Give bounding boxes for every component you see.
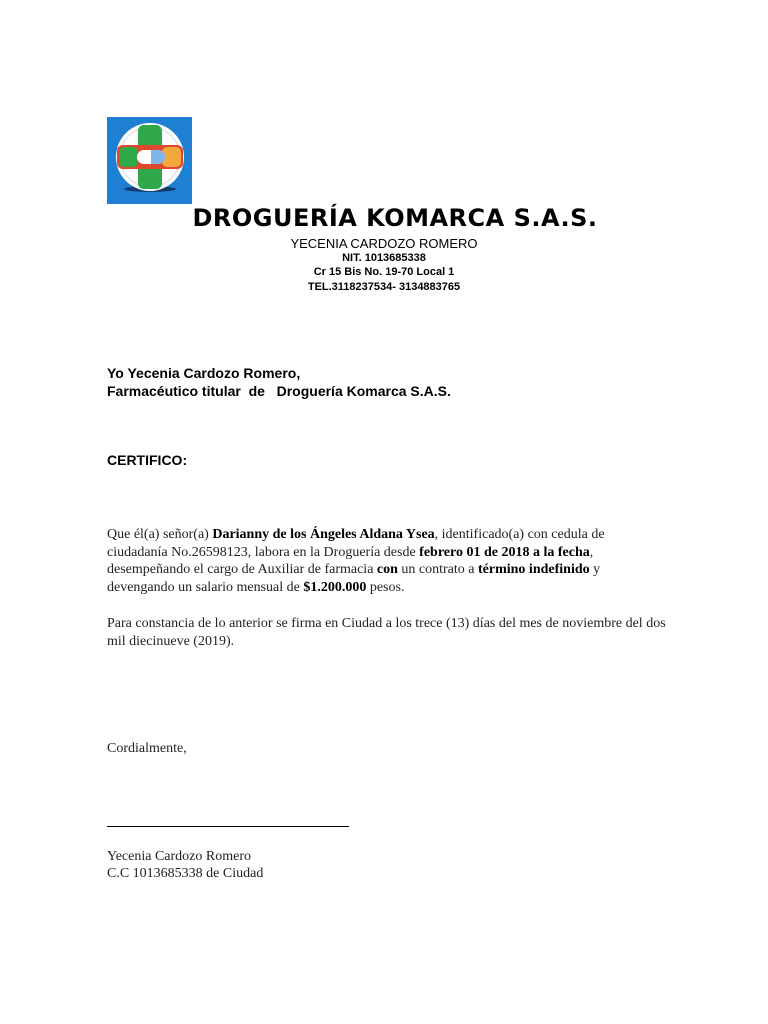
signer-id: C.C 1013685338 de Ciudad (107, 866, 264, 881)
signature-line (107, 826, 349, 827)
certifico-heading: CERTIFICO: (107, 452, 188, 468)
address: Cr 15 Bis No. 19-70 Local 1 (313, 266, 455, 278)
p1-text-4: un contrato a (397, 562, 478, 577)
p1-text-6: pesos. (366, 579, 405, 595)
intro-line-2: Farmacéutico titular de Droguería Komarca S.A.S. (107, 383, 451, 399)
owner-name: YECENIA CARDOZO ROMERO (290, 236, 478, 251)
nit-number: NIT. 1013685338 (342, 252, 426, 264)
salary-amount: $1.200.000 (303, 579, 367, 595)
constancy-paragraph: Para constancia de lo anterior se firma en Ciudad a los trece (13) días del mes de noviembre del dos mil diecinueve (2019). (107, 616, 666, 649)
closing-salutation: Cordialmente, (107, 741, 187, 756)
company-name: DROGUERÍA KOMARCA S.A.S. (192, 204, 598, 232)
con-word: con (376, 562, 398, 577)
signer-name: Yecenia Cardozo Romero (107, 849, 251, 864)
phone-numbers: TEL.3118237534- 3134883765 (307, 281, 461, 293)
p1-text-1: Que él(a) señor(a) (107, 527, 213, 542)
intro-line-1: Yo Yecenia Cardozo Romero, (107, 365, 301, 381)
intro-block (107, 364, 451, 400)
p1-text-5: y devengando un salario mensual de (107, 562, 601, 595)
certification-paragraph (107, 526, 667, 596)
p1-text-2: , identificado(a) con cedula de ciudadanía No.26598123, labora en la Droguería desde (107, 527, 605, 560)
p1-text-3: , desempeñando el cargo de Auxiliar de farmacia (107, 544, 594, 577)
contract-type: término indefinido (478, 562, 590, 577)
start-date: febrero 01 de 2018 a la fecha (419, 544, 590, 560)
pharmacy-cross-logo-icon (107, 117, 192, 204)
employee-name: Darianny de los Ángeles Aldana Ysea (212, 527, 435, 542)
